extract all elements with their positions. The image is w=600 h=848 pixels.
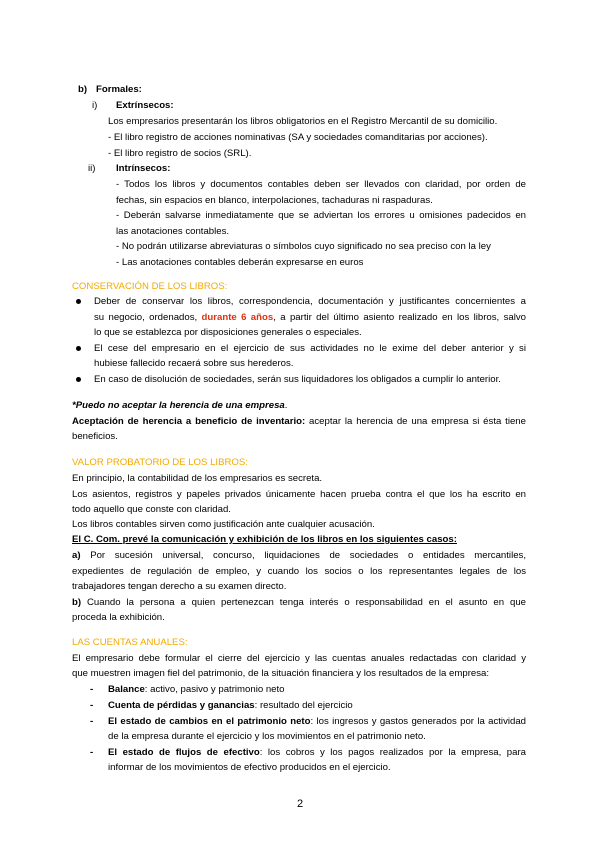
dash-bullet: - [90,716,94,727]
extrinsecos-item: - El libro registro de socios (SRL). [108,148,252,159]
valor-case-a: expedientes de regulación de empleo, y cuando los socios o los representantes legales de los [72,566,526,577]
intrinsecos-item: fechas, sin espacios en blanco, interpolaciones, tachaduras ni raspaduras. [116,195,433,206]
herencia-definition: Aceptación de herencia a beneficio de inventario: aceptar la herencia de una empresa si ésta tiene [72,416,526,427]
cuentas-item-ecpn: de la empresa durante el ejercicio y los movimientos en el patrimonio neto. [108,731,426,742]
page-number: 2 [296,798,304,810]
highlight-duration: durante 6 años [201,312,274,323]
extrinsecos-item: - El libro registro de acciones nominativas (SA y sociedades comanditarias por acciones). [108,132,488,143]
dash-bullet: - [90,700,94,711]
cuentas-item-balance: Balance: activo, pasivo y patrimonio neto [108,684,285,695]
formales-title: Formales: [96,84,142,95]
valor-paragraph: Los libros contables sirven como justificación ante cualquier acusación. [72,519,375,530]
valor-case-a: a) Por sucesión universal, concurso, liquidaciones de sociedades o entidades mercantiles, [72,550,526,561]
valor-heading: VALOR PROBATORIO DE LOS LIBROS: [72,457,248,468]
conservacion-bullet-1: Deber de conservar los libros, correspondencia, documentación y justificantes concernientes a [94,296,526,307]
bullet-icon [76,299,81,304]
conservacion-bullet-2: hubiese fallecido recaerá sobre sus herederos. [94,358,294,369]
cuentas-paragraph: El empresario debe formular el cierre del ejercicio y las cuentas anuales redactadas con claridad y [72,653,526,664]
intrinsecos-item: - Las anotaciones contables deberán expresarse en euros [116,257,364,268]
dash-bullet: - [90,747,94,758]
intrinsecos-item: - Todos los libros y documentos contables deben ser llevados con claridad, por orden de [116,179,526,190]
extrinsecos-title: Extrínsecos: [116,100,174,111]
valor-case-a: trabajadores tengan derecho a su examen directo. [72,581,287,592]
conservacion-bullet-1: su negocio, ordenados, durante 6 años, a partir del último asiento realizado en los libros, salvo [94,312,526,323]
dash-bullet: - [90,684,94,695]
valor-paragraph: En principio, la contabilidad de los empresarios es secreta. [72,473,323,484]
intrinsecos-item: - No podrán utilizarse abreviaturas o símbolos cuyo significado no sea preciso con la ley [116,241,491,252]
valor-paragraph: Los asientos, registros y papeles privados únicamente hacen prueba contra el que los ha escrito en [72,489,526,500]
cuentas-item-pyg: Cuenta de pérdidas y ganancias: resultado del ejercicio [108,700,353,711]
valor-case-b: b) Cuando la persona a quien pertenezcan tenga interés o responsabilidad en el asunto en que [72,597,526,608]
conservacion-heading: CONSERVACIÓN DE LOS LIBROS: [72,281,228,292]
conservacion-bullet-2: El cese del empresario en el ejercicio de sus actividades no le exime del deber anterior y si [94,343,526,354]
valor-case-b: proceda la exhibición. [72,612,165,623]
conservacion-bullet-1: lo que se establezca por disposiciones generales o especiales. [94,327,362,338]
cuentas-item-ecpn: El estado de cambios en el patrimonio neto: los ingresos y gastos generados por la actividad [108,716,526,727]
intrinsecos-item: las anotaciones contables. [116,226,230,237]
cuentas-heading: LAS CUENTAS ANUALES: [72,637,188,648]
extrinsecos-label: i) [92,100,98,111]
cuentas-item-efe: informar de los movimientos de efectivo producidos en el ejercicio. [108,762,391,773]
cuentas-item-efe: El estado de flujos de efectivo: los cobros y los pagos realizados por la empresa, para [108,747,526,758]
cuentas-paragraph: que muestren imagen fiel del patrimonio, de la situación financiera y los resultados de la empresa: [72,668,490,679]
intrinsecos-label: ii) [88,163,96,174]
extrinsecos-intro: Los empresarios presentarán los libros obligatorios en el Registro Mercantil de su domicilio. [108,116,498,127]
formales-label: b) [78,84,88,95]
intrinsecos-item: - Deberán salvarse inmediatamente que se adviertan los errores u omisiones padecidos en [116,210,526,221]
herencia-definition: beneficios. [72,431,118,442]
bullet-icon [76,346,81,351]
intrinsecos-title: Intrínsecos: [116,163,171,174]
herencia-note: *Puedo no aceptar la herencia de una empresa. [72,400,288,411]
valor-subheading: El C. Com. prevé la comunicación y exhibición de los libros en los siguientes casos: [72,534,457,545]
valor-paragraph: todo aquello que conste con claridad. [72,504,231,515]
bullet-icon [76,377,81,382]
conservacion-bullet-3: En caso de disolución de sociedades, serán sus liquidadores los obligados a cumplir lo anterior. [94,374,501,385]
